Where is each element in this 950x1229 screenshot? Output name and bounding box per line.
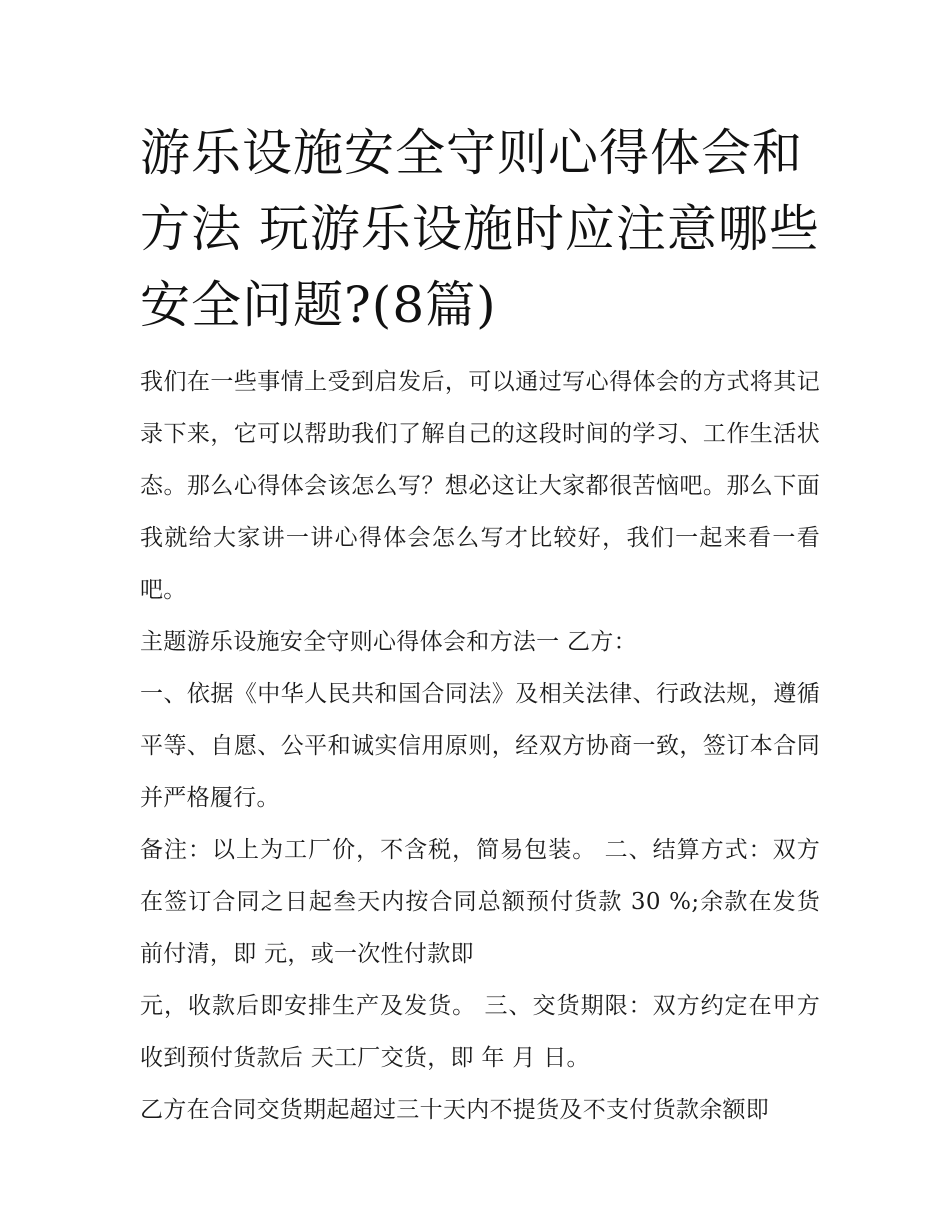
paragraph-clause-2: 备注：以上为工厂价，不含税，简易包装。 二、结算方式：双方在签订合同之日起叁天内按合同总额预付货款 30 %;余款在发货前付清，即 元，或一次性付款即 bbox=[140, 837, 820, 967]
paragraph-intro: 我们在一些事情上受到启发后，可以通过写心得体会的方式将其记录下来，它可以帮助我们了解自己的这段时间的学习、工作生活状态。那么心得体会该怎么写？想必这让大家都很苦恼吧。那么下面我就给大家讲一讲心得体会怎么写才比较好，我们一起来看一看吧。 bbox=[140, 369, 820, 603]
document-title: 游乐设施安全守则心得体会和方法 玩游乐设施时应注意哪些安全问题?(8篇) bbox=[140, 124, 820, 334]
paragraph-clause-1: 一、依据《中华人民共和国合同法》及相关法律、行政法规，遵循平等、自愿、公平和诚实信用原则，经双方协商一致，签订本合同并严格履行。 bbox=[140, 681, 820, 811]
paragraph-clause-4: 乙方在合同交货期起超过三十天内不提货及不支付货款余额即 bbox=[140, 1097, 770, 1123]
paragraph-clause-3: 元，收款后即安排生产及发货。 三、交货期限：双方约定在甲方收到预付货款后 天工厂交货，即 年 月 日。 bbox=[140, 993, 820, 1071]
paragraph-topic: 主题游乐设施安全守则心得体会和方法一 乙方： bbox=[140, 629, 637, 655]
document-body bbox=[140, 356, 820, 1136]
